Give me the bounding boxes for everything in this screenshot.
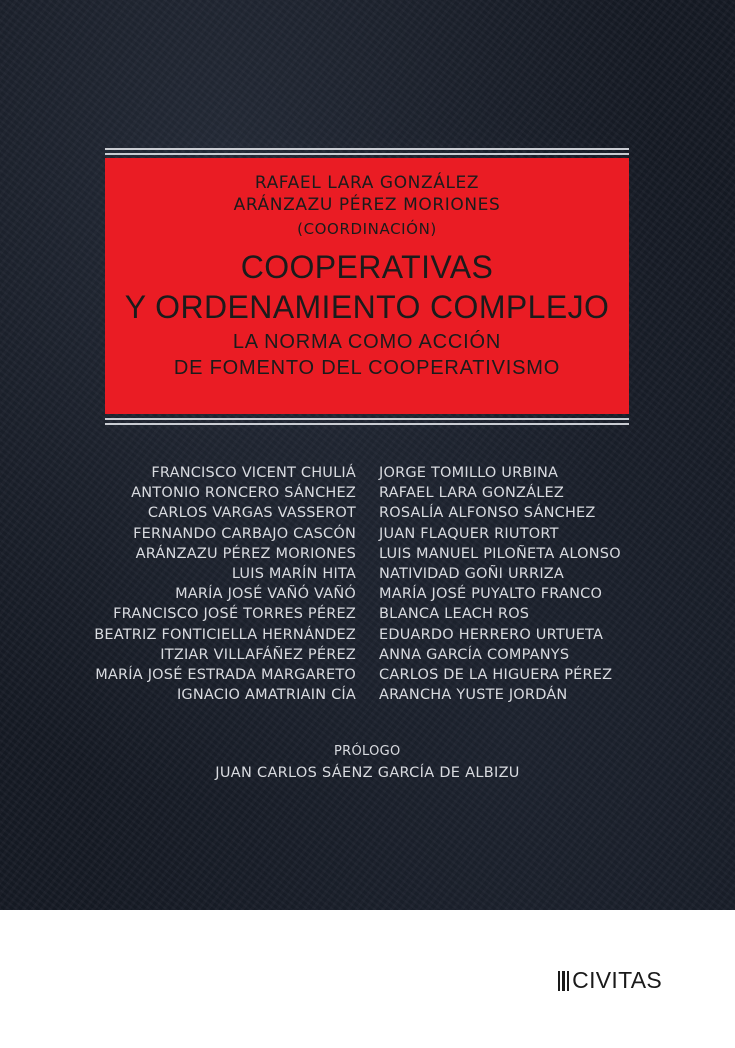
coordination-label: (COORDINACIÓN)	[297, 220, 437, 238]
author-name: ANNA GARCÍA COMPANYS	[379, 646, 570, 663]
book-subtitle	[105, 329, 629, 381]
top-double-rule	[105, 148, 629, 155]
author-name: JORGE TOMILLO URBINA	[379, 465, 559, 481]
book-subtitle-line: LA NORMA COMO ACCIÓN	[232, 331, 502, 353]
author-name: IGNACIO AMATRIAIN CÍA	[176, 687, 356, 704]
author-name: EDUARDO HERRERO URTUETA	[379, 626, 604, 643]
authors-left-column	[94, 463, 356, 705]
publisher-name: CIVITAS	[572, 967, 663, 993]
author-name: CARLOS VARGAS VASSEROT	[147, 505, 356, 522]
author-name: BEATRIZ FONTICIELLA HERNÁNDEZ	[94, 626, 356, 643]
title-box	[105, 158, 629, 414]
author-name: FERNANDO CARBAJO CASCÓN	[133, 525, 356, 542]
prologue-label: PRÓLOGO	[334, 744, 401, 759]
author-name: LUIS MARÍN HITA	[231, 566, 356, 583]
author-name: ARANCHA YUSTE JORDÁN	[379, 687, 568, 704]
author-name: FRANCISCO VICENT CHULIÁ	[151, 465, 356, 481]
author-name: MARÍA JOSÉ ESTRADA MARGARETO	[95, 667, 356, 684]
publisher-bars-icon	[558, 971, 569, 991]
author-name: CARLOS DE LA HIGUERA PÉREZ	[379, 667, 613, 684]
author-name: ROSALÍA ALFONSO SÁNCHEZ	[379, 505, 596, 522]
coordinator-name: ARÁNZAZU PÉREZ MORIONES	[233, 195, 501, 215]
book-title-line: Y ORDENAMIENTO COMPLEJO	[124, 289, 610, 325]
authors-right-column	[379, 463, 621, 705]
book-subtitle-line: DE FOMENTO DEL COOPERATIVISMO	[173, 357, 561, 379]
coordinator-name: RAFAEL LARA GONZÁLEZ	[254, 173, 480, 193]
author-name: FRANCISCO JOSÉ TORRES PÉREZ	[113, 606, 356, 623]
author-name: ITZIAR VILLAFÁÑEZ PÉREZ	[160, 646, 356, 663]
book-title	[105, 247, 629, 327]
author-name: ANTONIO RONCERO SÁNCHEZ	[131, 485, 356, 502]
author-name: MARÍA JOSÉ PUYALTO FRANCO	[379, 586, 603, 603]
author-name: LUIS MANUEL PILOÑETA ALONSO	[379, 545, 621, 562]
publisher-logo	[558, 967, 662, 994]
book-title-line: COOPERATIVAS	[240, 249, 494, 285]
author-name: RAFAEL LARA GONZÁLEZ	[379, 485, 565, 502]
prologue-author: JUAN CARLOS SÁENZ GARCÍA DE ALBIZU	[215, 765, 520, 781]
author-name: ARÁNZAZU PÉREZ MORIONES	[135, 545, 356, 562]
author-name: JUAN FLAQUER RIUTORT	[379, 525, 559, 542]
author-name: BLANCA LEACH ROS	[379, 606, 530, 623]
author-name: MARÍA JOSÉ VAÑÓ VAÑÓ	[175, 586, 356, 603]
author-name: NATIVIDAD GOÑI URRIZA	[379, 566, 565, 583]
bottom-double-rule	[105, 418, 629, 425]
